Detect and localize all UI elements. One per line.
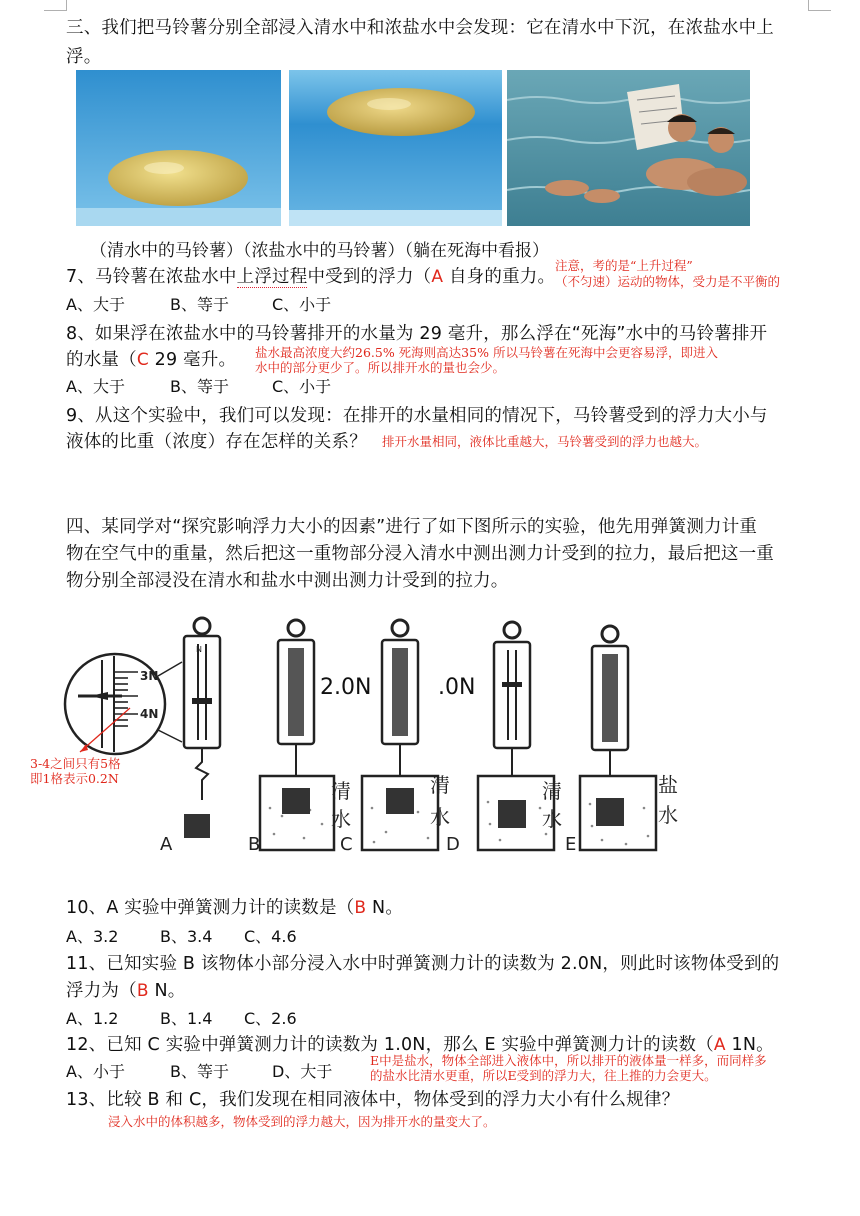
spring-scale-c <box>331 620 475 855</box>
section3-intro-line2: 浮。 <box>66 47 102 67</box>
label-e: E <box>565 834 577 855</box>
q7-suffix: 自身的重力。 <box>443 267 556 287</box>
q12-option-a: A、小于 <box>66 1062 125 1081</box>
q7-answer: A <box>431 267 444 287</box>
q9-answer: 排开水量相同，液体比重越大，马铃薯受到的浮力也越大。 <box>382 434 708 449</box>
q7-prefix: 7、马铃薯在浓盐水中 <box>66 267 237 287</box>
question-11-line2 <box>66 977 185 1002</box>
q8-prefix: 的水量（ <box>66 350 137 370</box>
q8-option-c: C、小于 <box>272 377 332 396</box>
label-a: A <box>160 834 173 855</box>
q11-suffix: N。 <box>148 981 186 1001</box>
q10-suffix: N。 <box>366 898 404 918</box>
liquid-label-e-2: 水 <box>542 807 562 831</box>
section3-intro-line1: 三、我们把马铃薯分别全部浸入清水中和浓盐水中会发现：它在清水中下沉，在浓盐水中上 <box>66 18 774 38</box>
section4-intro-line1: 四、某同学对“探究影响浮力大小的因素”进行了如下图所示的实验，他先用弹簧测力计重 <box>66 517 758 537</box>
photo-potato-clear-water <box>76 70 281 226</box>
liquid-label-salt-1: 盐 <box>658 773 678 797</box>
q12-note-2: 的盐水比清水更重，所以E受到的浮力大，往上推的力会更大。 <box>370 1068 717 1083</box>
q9-question: 液体的比重（浓度）存在怎样的关系？ <box>66 432 367 452</box>
q10-option-a: A、3.2 <box>66 927 119 946</box>
q12-option-b: B、等于 <box>170 1062 229 1081</box>
q8-note-2: 水中的部分更少了。所以排开水的量也会少。 <box>255 360 506 375</box>
label-b: B <box>248 834 261 855</box>
photo-potato-salt-water <box>289 70 502 226</box>
q8-answer: C <box>136 350 149 370</box>
spring-scale-figure <box>60 612 760 862</box>
question-13: 13、比较 B 和 C，我们发现在相同液体中，物体受到的浮力大小有什么规律？ <box>66 1090 680 1110</box>
scale-label-3n: 3N <box>140 669 159 683</box>
q11-option-c: C、2.6 <box>244 1009 297 1028</box>
photo-dead-sea-reading <box>507 70 750 226</box>
question-8-line2 <box>66 346 236 371</box>
q11-option-b: B、1.4 <box>160 1009 213 1028</box>
q8-option-b: B、等于 <box>170 377 229 396</box>
reading-b: 2.0N <box>320 675 372 700</box>
question-11-line1: 11、已知实验 B 该物体小部分浸入水中时弹簧测力计的读数为 2.0N，则此时该物体受到的 <box>66 954 780 974</box>
q7-middle: 中受到的浮力（ <box>307 267 432 287</box>
page-corner-mark <box>808 0 831 11</box>
question-8-line1: 8、如果浮在浓盐水中的马铃薯排开的水量为 29 毫升，那么浮在“死海”水中的马铃薯排开 <box>66 324 768 344</box>
spring-scale-d <box>430 622 554 855</box>
q12-note-1: E中是盐水，物体全部进入液体中，所以排开的液体量一样多，而同样多 <box>370 1053 767 1068</box>
scale-label-4n: 4N <box>140 707 159 721</box>
liquid-label-c-1: 清 <box>331 779 351 803</box>
q7-note-1: 注意，考的是“上升过程” <box>555 258 693 273</box>
liquid-label-d-1: 清 <box>430 773 450 797</box>
q7-underlined: 上浮过程 <box>236 267 308 287</box>
q8-note-1: 盐水最高浓度大约26.5% 死海则高达35% 所以马铃薯在死海中会更容易浮，即进入 <box>255 345 718 360</box>
liquid-label-salt-2: 水 <box>658 803 678 827</box>
question-7 <box>66 263 555 288</box>
figure-note-2: 即1格表示0.2N <box>30 771 119 786</box>
question-9-line1: 9、从这个实验中，我们可以发现：在排开的水量相同的情况下，马铃薯受到的浮力大小与 <box>66 406 768 426</box>
liquid-label-d-2: 水 <box>430 805 450 829</box>
question-10 <box>66 894 403 919</box>
spring-scale-b <box>248 620 371 855</box>
q7-option-b: B、等于 <box>170 295 229 314</box>
q10-option-b: B、3.4 <box>160 927 213 946</box>
magnified-scale-diagram <box>65 654 182 754</box>
label-d: D <box>446 834 460 855</box>
q7-note-2: （不匀速）运动的物体，受力是不平衡的 <box>555 274 781 289</box>
q7-option-c: C、小于 <box>272 295 332 314</box>
q8-option-a: A、大于 <box>66 377 125 396</box>
section4-intro-line2: 物在空气中的重量，然后把这一重物部分浸入清水中测出测力计受到的拉力，最后把这一重 <box>66 544 774 564</box>
liquid-label-e-1: 清 <box>542 779 562 803</box>
spring-scale-a <box>160 618 220 855</box>
question-9-line2 <box>66 428 367 453</box>
label-c: C <box>340 834 353 855</box>
spring-scale-e <box>542 626 678 855</box>
reading-c: .0N <box>438 675 476 700</box>
q12-suffix: 1N。 <box>725 1035 774 1055</box>
q8-suffix: 29 毫升。 <box>148 350 237 370</box>
figure-note-1: 3-4之间只有5格 <box>30 756 121 771</box>
q10-answer: B <box>354 898 367 918</box>
q10-text: 10、A 实验中弹簧测力计的读数是（ <box>66 898 355 918</box>
q11-answer: B <box>136 981 149 1001</box>
liquid-label-c-2: 水 <box>331 807 351 831</box>
q12-answer: A <box>713 1035 726 1055</box>
q12-text: 12、已知 C 实验中弹簧测力计的读数为 1.0N，那么 E 实验中弹簧测力计的读数（ <box>66 1035 714 1055</box>
photo-caption: （清水中的马铃薯）（浓盐水中的马铃薯）（躺在死海中看报） <box>90 241 549 261</box>
q13-answer: 浸入水中的体积越多，物体受到的浮力越大，因为排开水的量变大了。 <box>108 1114 496 1129</box>
q7-option-a: A、大于 <box>66 295 125 314</box>
page-corner-mark <box>44 0 67 11</box>
q12-option-d: D、大于 <box>272 1062 333 1081</box>
section4-intro-line3: 物分别全部浸没在清水和盐水中测出测力计受到的拉力。 <box>66 571 509 591</box>
q10-option-c: C、4.6 <box>244 927 297 946</box>
svg-text:N: N <box>196 645 202 654</box>
q11-prefix: 浮力为（ <box>66 981 137 1001</box>
q11-option-a: A、1.2 <box>66 1009 119 1028</box>
